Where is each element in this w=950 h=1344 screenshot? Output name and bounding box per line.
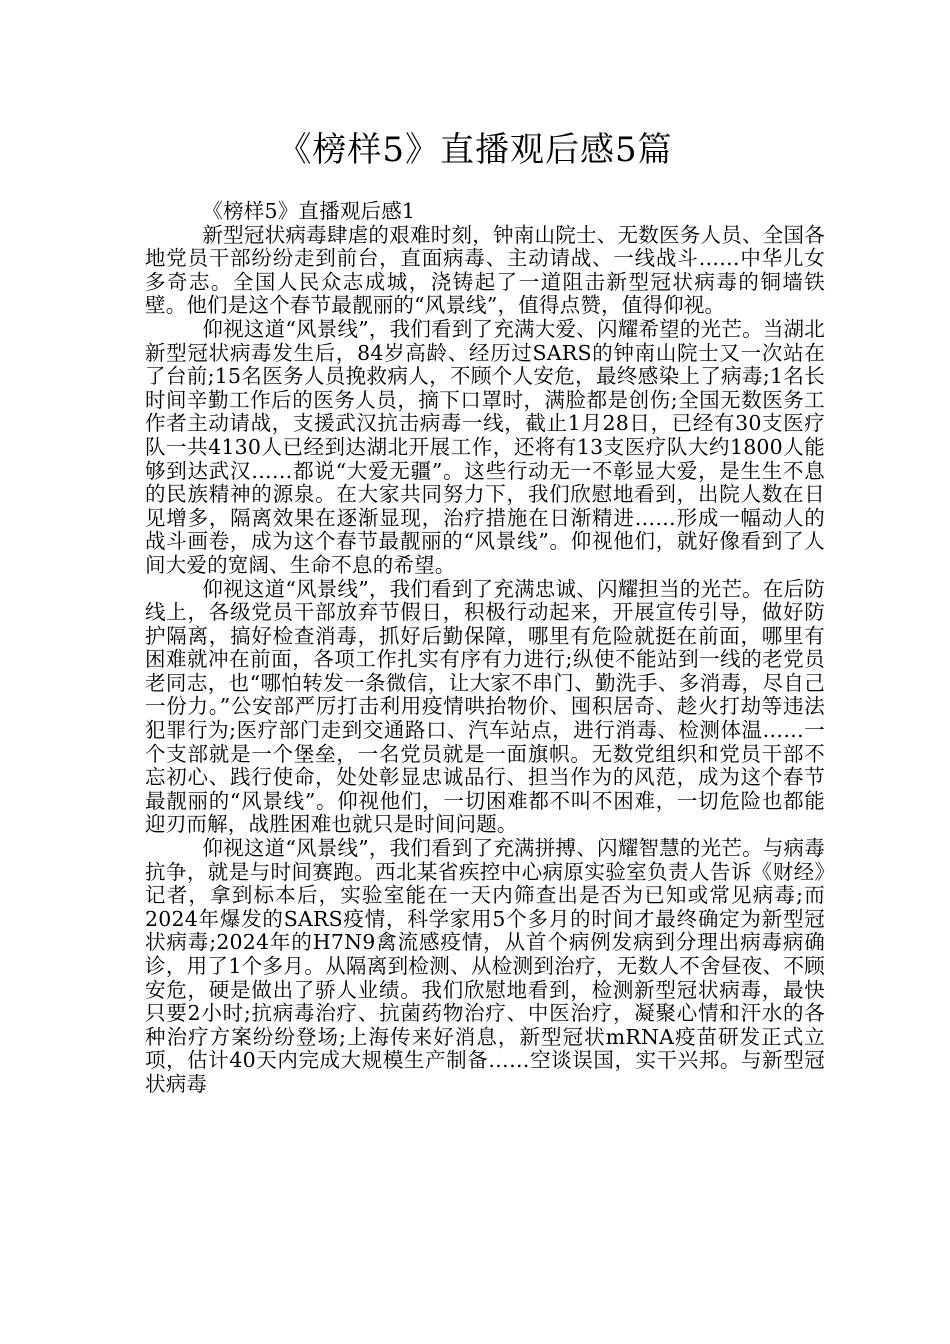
paragraph-3: 仰视这道“风景线”，我们看到了充满忠诚、闪耀担当的光芒。在后防线上，各级党员干部放弃节假日，积极行动起来，开展宣传引导，做好防护隔离，搞好检查消毒，抓好后勤保障，哪里有危险就挺在前面，哪里有困难就冲在前面，各项工作扎实有序有力进行;纵使不能站到一线的老党员老同志，也“哪怕转发一条微信，让大家不串门、勤洗手、多消毒，尽自己一份力。”公安部严厉打击利用疫情哄抬物价、囤积居奇、趁火打劫等违法犯罪行为;医疗部门走到交通路口、汽车站点，进行消毒、检测体温……一个支部就是一个堡垒，一名党员就是一面旗帜。无数党组织和党员干部不忘初心、践行使命，处处彰显忠诚品行、担当作为的风范，成为这个春节最靓丽的“风景线”。仰视他们，一切困难都不叫不困难，一切危险也都能迎刃而解，战胜困难也就只是时间问题。: [145, 576, 825, 837]
paragraph-1: 新型冠状病毒肆虐的艰难时刻，钟南山院士、无数医务人员、全国各地党员干部纷纷走到前台，直面病毒、主动请战、一线战斗……中华儿女多奇志。全国人民众志成城，浇铸起了一道阻击新型冠状病毒的铜墙铁壁。他们是这个春节最靓丽的“风景线”，值得点赞，值得仰视。: [145, 222, 825, 318]
paragraph-4: 仰视这道“风景线”，我们看到了充满拼搏、闪耀智慧的光芒。与病毒抗争，就是与时间赛跑。西北某省疾控中心病原实验室负责人告诉《财经》记者，拿到标本后，实验室能在一天内筛查出是否为已知或常见病毒;而2024年爆发的SARS疫情，科学家用5个多月的时间才最终确定为新型冠状病毒;2024年的H7N9禽流感疫情，从首个病例发病到分理出病毒病确诊，用了1个多月。从隔离到检测、从检测到治疗，无数人不舍昼夜、不顾安危，硬是做出了骄人业绩。我们欣慰地看到，检测新型冠状病毒，最快只要2小时;抗病毒治疗、抗菌药物治疗、中医治疗，凝聚心情和汗水的各种治疗方案纷纷登场;上海传来好消息，新型冠状mRNA疫苗研发正式立项，估计40天内完成大规模生产制备……空谈误国，实干兴邦。与新型冠状病毒: [145, 836, 825, 1096]
paragraph-2: 仰视这道“风景线”，我们看到了充满大爱、闪耀希望的光芒。当湖北新型冠状病毒发生后，84岁高龄、经历过SARS的钟南山院士又一次站在了台前;15名医务人员挽救病人，不顾个人安危，最终感染上了病毒;1名长时间辛勤工作后的医务人员，摘下口罩时，满脸都是创伤;全国无数医务工作者主动请战，支援武汉抗击病毒一线，截止1月28日，已经有30支医疗队一共4130人已经到达湖北开展工作，还将有13支医疗队大约1800人能够到达武汉……都说“大爱无疆”。这些行动无一不彰显大爱，是生生不息的民族精神的源泉。在大家共同努力下，我们欣慰地看到，出院人数在日见增多，隔离效果在逐渐显现，治疗措施在日渐精进……形成一幅动人的战斗画卷，成为这个春节最靓丽的“风景线”。仰视他们，就好像看到了人间大爱的宽阔、生命不息的希望。: [145, 316, 825, 577]
section-subtitle: 《榜样5》直播观后感1: [202, 199, 416, 223]
document-body: [145, 200, 825, 1097]
page-title: 《榜样5》直播观后感5篇: [277, 130, 673, 170]
